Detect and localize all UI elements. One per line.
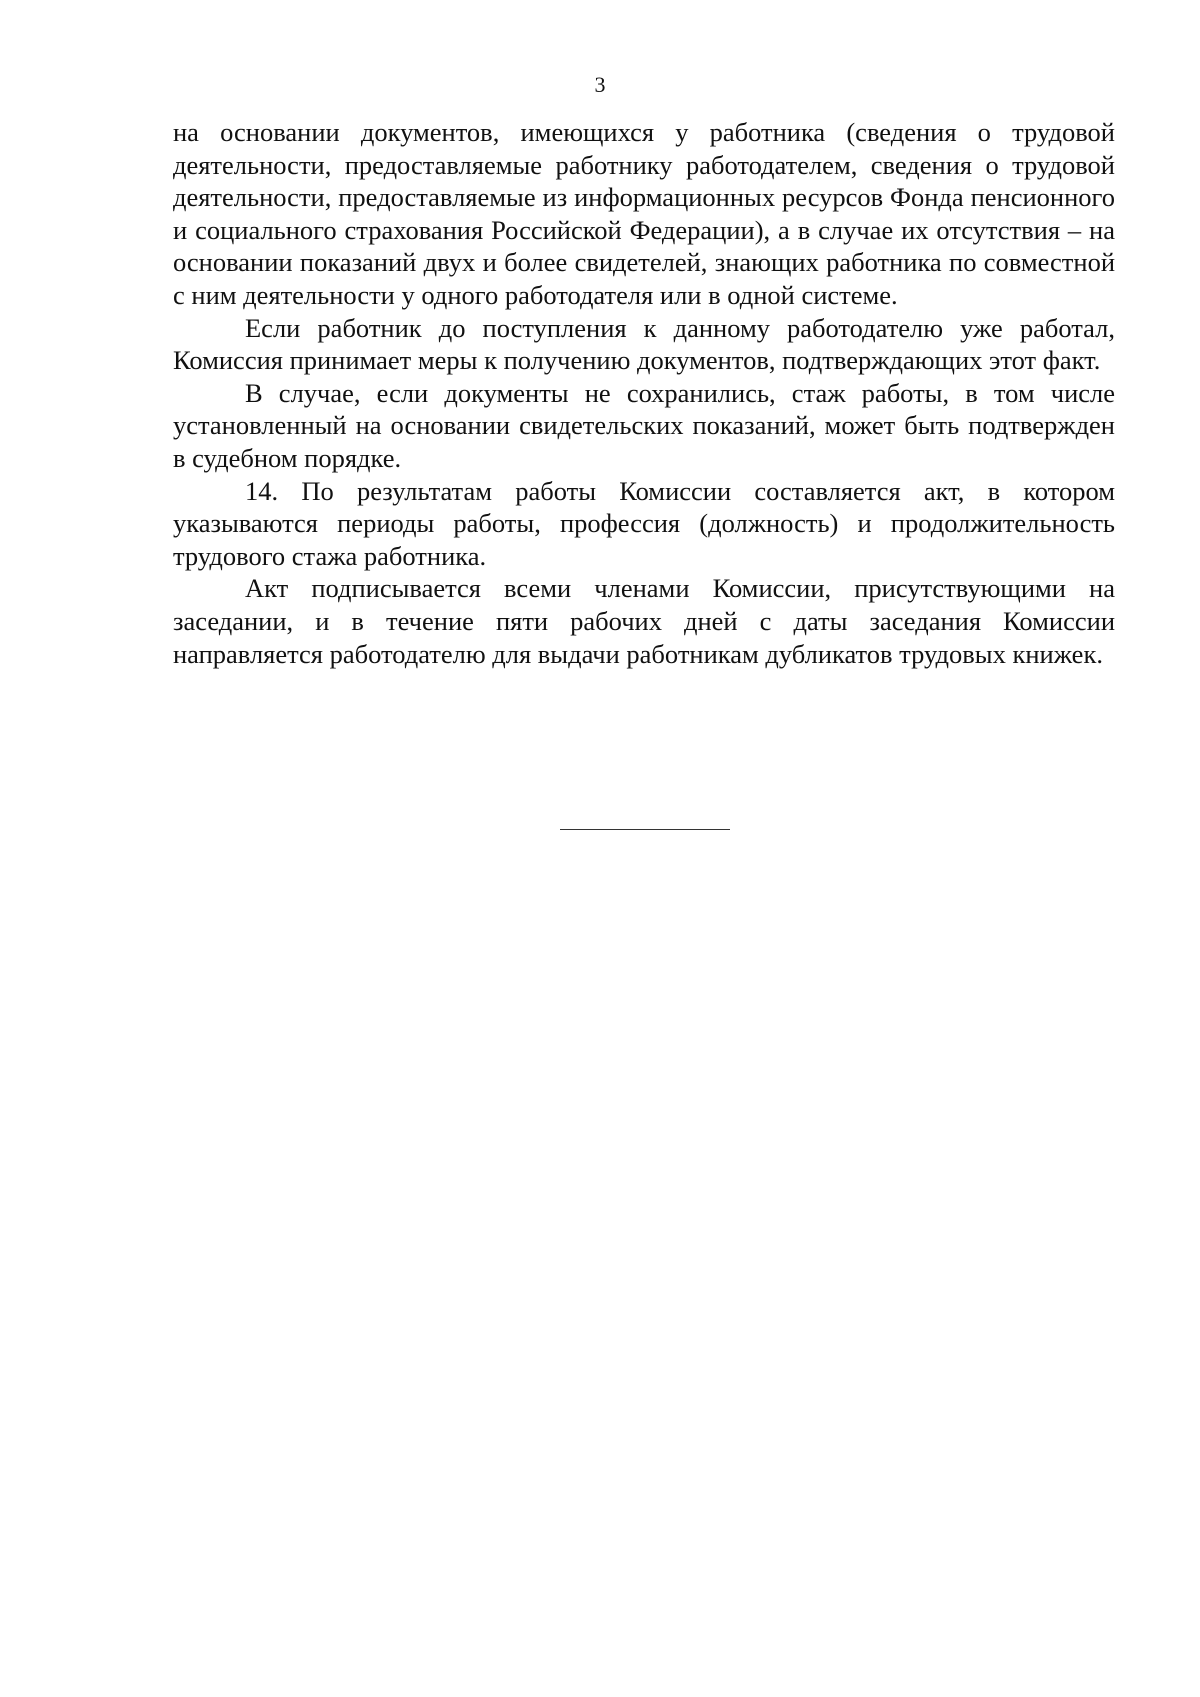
- paragraph-court-confirmation: В случае, если документы не сохранились, стаж работы, в том числе установленный на основании свидетельских показаний, может быть подтвержден в судебном порядке.: [173, 377, 1115, 473]
- paragraph-act-signing: Акт подписывается всеми членами Комиссии, присутствующими на заседании, и в течение пяти рабочих дней с даты заседания Комиссии направляется работодателю для выдачи работникам дубликатов трудовых книжек.: [173, 573, 1115, 669]
- end-separator-line: [560, 829, 730, 830]
- paragraph-prior-employment: Если работник до поступления к данному работодателю уже работал, Комиссия принимает меры к получению документов, подтверждающих этот факт.: [173, 312, 1115, 376]
- document-body: [173, 116, 1115, 670]
- paragraph-item-14: 14. По результатам работы Комиссии составляется акт, в котором указываются периоды работы, профессия (должность) и продолжительность трудового стажа работника.: [173, 475, 1115, 571]
- page-number: 3: [594, 72, 606, 97]
- paragraph-continuation: на основании документов, имеющихся у работника (сведения о трудовой деятельности, предоставляемые работнику работодателем, сведения о трудовой деятельности, предоставляемые из информационных ресурсов Фонда пенсионного и социального страхования Российской Федерации), а в случае их отсутствия – на основании показаний двух и более свидетелей, знающих работника по совместной с ним деятельности у одного работодателя или в одной системе.: [173, 117, 1115, 310]
